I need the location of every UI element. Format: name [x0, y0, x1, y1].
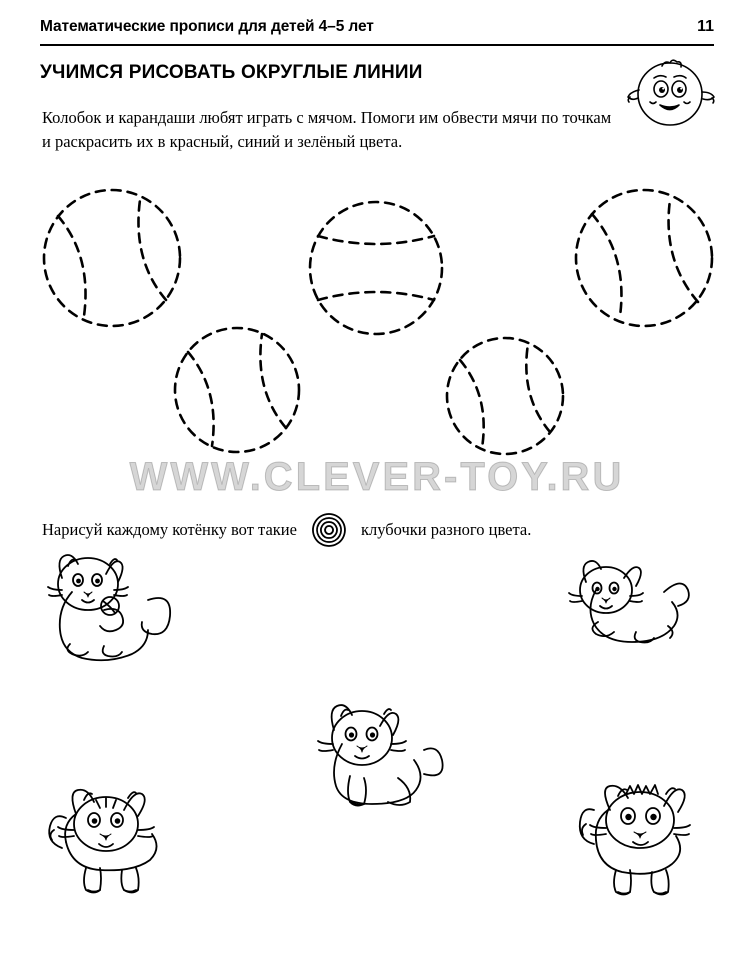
kitten-sitting-with-ball	[48, 555, 170, 660]
watermark: WWW.CLEVER-TOY.RU	[129, 455, 625, 499]
kitten-lying	[569, 561, 689, 643]
ball-bottom-right	[447, 338, 563, 454]
page-number: 11	[697, 18, 714, 35]
kolobok-face-icon	[624, 58, 716, 130]
dotted-balls-exercise	[0, 168, 754, 468]
kitten-walking	[49, 790, 156, 893]
ball-top-center	[310, 202, 442, 334]
ball-top-left	[44, 190, 180, 326]
instruction-yarn-text-after: клубочки разного цвета.	[360, 520, 532, 539]
book-title: Математические прописи для детей 4–5 лет	[40, 18, 374, 35]
lesson-intro-text: Колобок и карандаши любят играть с мячом. Помоги им обвести мячи по точкам и раскрасить их в красный, синий и зелёный цвета.	[42, 108, 612, 151]
yarn-spiral-icon	[303, 510, 355, 550]
lesson-title: УЧИМСЯ РИСОВАТЬ ОКРУГЛЫЕ ЛИНИИ	[40, 62, 423, 83]
ball-top-right	[576, 190, 712, 326]
kittens-illustrations	[0, 548, 754, 948]
page-header	[40, 18, 714, 36]
ball-bottom-left	[175, 328, 299, 452]
kitten-standing	[580, 785, 690, 895]
kitten-sitting-front	[318, 705, 443, 806]
header-divider	[40, 44, 714, 46]
instruction-yarn-text-before: Нарисуй каждому котёнку вот такие	[42, 520, 297, 539]
instruction-yarn	[42, 510, 714, 550]
